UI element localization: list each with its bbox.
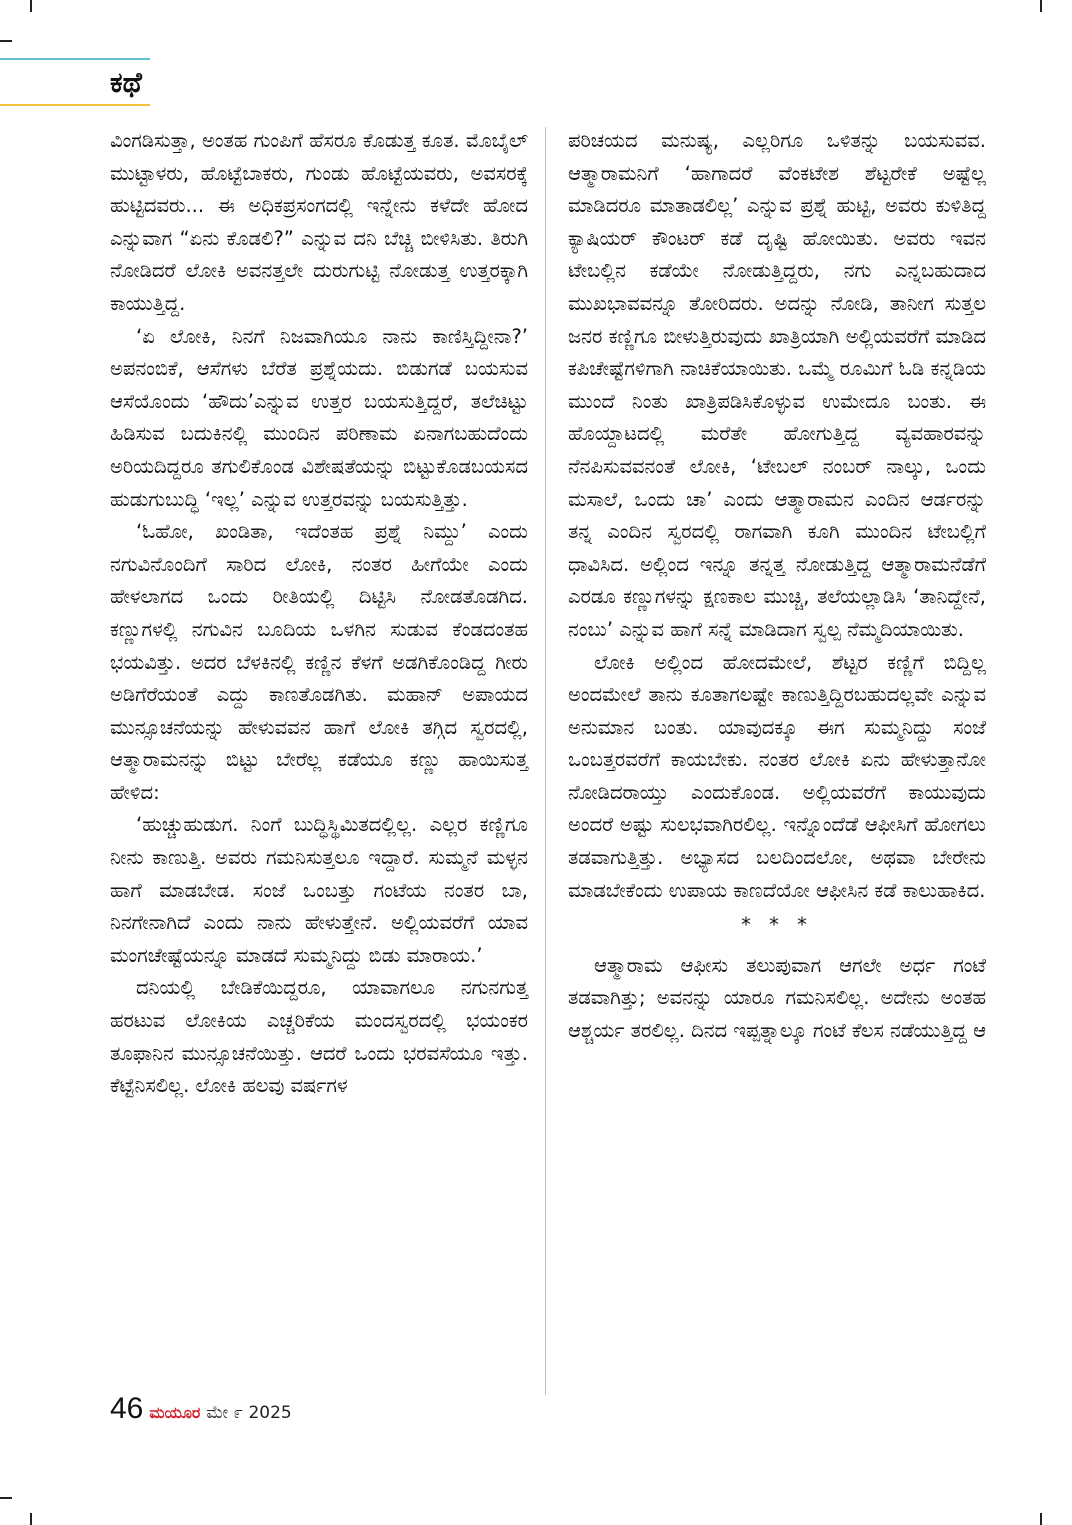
issue-date: ಮೇ ೯ 2025 xyxy=(206,1403,292,1423)
left-column xyxy=(110,125,528,1103)
magazine-logo: ಮಯೂರ xyxy=(149,1403,201,1422)
paragraph: ‘ಹುಚ್ಚುಹುಡುಗ. ನಿಂಗೆ ಬುದ್ಧಿಸ್ಥಿಮಿತದಲ್ಲಿಲ್ಲ. ಎಲ್ಲರ ಕಣ್ಣಿಗೂ ನೀನು ಕಾಣುತ್ತಿ. ಅವರು ಗಮನಿಸುತ್ತಲೂ ಇದ್ದಾರೆ. ಸುಮ್ಮನೆ ಮಳ್ಳನ ಹಾಗೆ ಮಾಡಬೇಡ. ಸಂಜೆ ಒಂಬತ್ತು ಗಂಟೆಯ ನಂತರ ಬಾ, ನಿನಗೇನಾಗಿದೆ ಎಂದು ನಾನು ಹೇಳುತ್ತೇನೆ. ಅಲ್ಲಿಯವರೆಗೆ ಯಾವ ಮಂಗಚೇಷ್ಟೆಯನ್ನೂ ಮಾಡದೆ ಸುಮ್ಮನಿದ್ದು ಬಿಡು ಮಾರಾಯ.’ xyxy=(110,813,528,967)
paragraph: ಪರಿಚಯದ ಮನುಷ್ಯ, ಎಲ್ಲರಿಗೂ ಒಳಿತನ್ನು ಬಯಸುವವ. ಆತ್ಮಾರಾಮನಿಗೆ ‘ಹಾಗಾದರೆ ವೆಂಕಟೇಶ ಶೆಟ್ಟರೇಕೆ ಅಷ್ಟೆಲ್ಲ ಮಾಡಿದರೂ ಮಾತಾಡಲಿಲ್ಲ’ ಎನ್ನುವ ಪ್ರಶ್ನೆ ಹುಟ್ಟಿ, ಅವರು ಕುಳಿತಿದ್ದ ಕ್ಯಾಷಿಯರ್ ಕೌಂಟರ್ ಕಡೆ ದೃಷ್ಟಿ ಹೋಯಿತು. ಅವರು ಇವನ ಟೇಬಲ್ಲಿನ ಕಡೆಯೇ ನೋಡುತ್ತಿದ್ದರು, ನಗು ಎನ್ನಬಹುದಾದ ಮುಖಭಾವವನ್ನೂ ತೋರಿದರು. ಅದನ್ನು ನೋಡಿ, ತಾನೀಗ ಸುತ್ತಲ ಜನರ ಕಣ್ಣಿಗೂ ಬೀಳುತ್ತಿರುವುದು ಖಾತ್ರಿಯಾಗಿ ಅಲ್ಲಿಯವರೆಗೆ ಮಾಡಿದ ಕಪಿಚೇಷ್ಟೆಗಳಿಗಾಗಿ ನಾಚಿಕೆಯಾಯಿತು. ಒಮ್ಮೆ ರೂಮಿಗೆ ಓಡಿ ಕನ್ನಡಿಯ ಮುಂದೆ ನಿಂತು ಖಾತ್ರಿಪಡಿಸಿಕೊಳ್ಳುವ ಉಮೇದೂ ಬಂತು. ಈ ಹೊಯ್ದಾಟದಲ್ಲಿ ಮರೆತೇ ಹೋಗುತ್ತಿದ್ದ ವ್ಯವಹಾರವನ್ನು ನೆನಪಿಸುವವನಂತೆ ಲೋಕಿ, ‘ಟೇಬಲ್ ನಂಬರ್ ನಾಲ್ಕು, ಒಂದು ಮಸಾಲೆ, ಒಂದು ಚಾ’ ಎಂದು ಆತ್ಮಾರಾಮನ ಎಂದಿನ ಆರ್ಡರನ್ನು ತನ್ನ ಎಂದಿನ ಸ್ವರದಲ್ಲಿ ರಾಗವಾಗಿ ಕೂಗಿ ಮುಂದಿನ ಟೇಬಲ್ಲಿಗೆ ಧಾವಿಸಿದ. ಅಲ್ಲಿಂದ ಇನ್ನೂ ತನ್ನತ್ತ ನೋಡುತ್ತಿದ್ದ ಆತ್ಮಾರಾಮನೆಡೆಗೆ ಎರಡೂ ಕಣ್ಣುಗಳನ್ನು ಕ್ಷಣಕಾಲ ಮುಚ್ಚಿ, ತಲೆಯಲ್ಲಾಡಿಸಿ ‘ತಾನಿದ್ದೇನೆ, ನಂಬು’ ಎನ್ನುವ ಹಾಗೆ ಸನ್ನೆ ಮಾಡಿದಾಗ ಸ್ವಲ್ಪ ನೆಮ್ಮದಿಯಾಯಿತು. xyxy=(568,129,986,641)
section-label: ಕಥೆ xyxy=(110,66,142,99)
paragraph: ವಿಂಗಡಿಸುತ್ತಾ, ಅಂತಹ ಗುಂಪಿಗೆ ಹೆಸರೂ ಕೊಡುತ್ತ ಕೂತ. ಮೊಬೈಲ್ ಮುಟ್ಟಾಳರು, ಹೊಟ್ಟೆಬಾಕರು, ಗುಂಡು ಹೊಟ್ಟೆಯವರು, ಅವಸರಕ್ಕೆ ಹುಟ್ಟಿದವರು... ಈ ಅಧಿಕಪ್ರಸಂಗದಲ್ಲಿ ಇನ್ನೇನು ಕಳೆದೇ ಹೋದ ಎನ್ನುವಾಗ “ಏನು ಕೊಡಲಿ?” ಎನ್ನುವ ದನಿ ಬೆಚ್ಚಿ ಬೀಳಿಸಿತು. ತಿರುಗಿ ನೋಡಿದರೆ ಲೋಕಿ ಅವನತ್ತಲೇ ದುರುಗುಟ್ಟಿ ನೋಡುತ್ತ ಉತ್ತರಕ್ಕಾಗಿ ಕಾಯುತ್ತಿದ್ದ. xyxy=(110,129,528,315)
crop-mark xyxy=(1040,1513,1042,1525)
paragraph: ಲೋಕಿ ಅಲ್ಲಿಂದ ಹೋದಮೇಲೆ, ಶೆಟ್ಟರ ಕಣ್ಣಿಗೆ ಬಿದ್ದಿಲ್ಲ ಅಂದಮೇಲೆ ತಾನು ಕೂತಾಗಲಷ್ಟೇ ಕಾಣುತ್ತಿದ್ದಿರಬಹುದಲ್ಲವೇ ಎನ್ನುವ ಅನುಮಾನ ಬಂತು. ಯಾವುದಕ್ಕೂ ಈಗ ಸುಮ್ಮನಿದ್ದು ಸಂಜೆ ಒಂಬತ್ತರವರೆಗೆ ಕಾಯಬೇಕು. ನಂತರ ಲೋಕಿ ಏನು ಹೇಳುತ್ತಾನೋ ನೋಡಿದರಾಯ್ತು ಎಂದುಕೊಂಡ. ಅಲ್ಲಿಯವರೆಗೆ ಕಾಯುವುದು ಅಂದರೆ ಅಷ್ಟು ಸುಲಭವಾಗಿರಲಿಲ್ಲ. ಇನ್ನೊಂದೆಡೆ ಆಫೀಸಿಗೆ ಹೋಗಲು ತಡವಾಗುತ್ತಿತ್ತು. ಅಭ್ಯಾಸದ ಬಲದಿಂದಲೋ, ಅಥವಾ ಬೇರೇನು ಮಾಡಬೇಕೆಂದು ಉಪಾಯ ಕಾಣದೆಯೋ ಆಫೀಸಿನ ಕಡೆ ಕಾಲುಹಾಕಿದ. xyxy=(568,650,986,902)
paragraph: ಆತ್ಮಾರಾಮ ಆಫೀಸು ತಲುಪುವಾಗ ಆಗಲೇ ಅರ್ಧ ಗಂಟೆ ತಡವಾಗಿತ್ತು; ಅವನನ್ನು ಯಾರೂ ಗಮನಿಸಲಿಲ್ಲ. ಅದೇನು ಅಂತಹ ಆಶ್ಚರ್ಯ ತರಲಿಲ್ಲ. ದಿನದ ಇಪ್ಪತ್ನಾಲ್ಕೂ ಗಂಟೆ ಕೆಲಸ ನಡೆಯುತ್ತಿದ್ದ ಆ xyxy=(568,953,986,1043)
crop-mark xyxy=(0,1497,12,1499)
paragraph: ‘ಓಹೋ, ಖಂಡಿತಾ, ಇದೆಂತಹ ಪ್ರಶ್ನೆ ನಿಮ್ದು’ ಎಂದು ನಗುವಿನೊಂದಿಗೆ ಸಾರಿದ ಲೋಕಿ, ನಂತರ ಹೀಗೆಯೇ ಎಂದು ಹೇಳಲಾಗದ ಒಂದು ರೀತಿಯಲ್ಲಿ ದಿಟ್ಟಿಸಿ ನೋಡತೊಡಗಿದ. ಕಣ್ಣುಗಳಲ್ಲಿ ನಗುವಿನ ಬೂದಿಯ ಒಳಗಿನ ಸುಡುವ ಕೆಂಡದಂತಹ ಭಯವಿತ್ತು. ಅದರ ಬೆಳಕಿನಲ್ಲಿ ಕಣ್ಣಿನ ಕೆಳಗೆ ಅಡಗಿಕೊಂಡಿದ್ದ ಗೀರು ಅಡಿಗೆರೆಯಂತೆ ಎದ್ದು ಕಾಣತೊಡಗಿತು. ಮಹಾನ್ ಅಪಾಯದ ಮುನ್ಸೂಚನೆಯನ್ನು ಹೇಳುವವನ ಹಾಗೆ ಲೋಕಿ ತಗ್ಗಿದ ಸ್ವರದಲ್ಲಿ, ಆತ್ಮಾರಾಮನನ್ನು ಬಿಟ್ಟು ಬೇರೆಲ್ಲ ಕಡೆಯೂ ಕಣ್ಣು ಹಾಯಿಸುತ್ತ ಹೇಳಿದ: xyxy=(110,520,528,804)
page-number: 46 xyxy=(110,1392,144,1425)
header-rule-bottom xyxy=(0,104,150,106)
section-separator: * * * xyxy=(741,913,813,937)
column-divider xyxy=(545,127,546,1395)
crop-mark xyxy=(30,0,32,12)
page-footer xyxy=(110,1392,292,1432)
paragraph: ‘ಏ ಲೋಕಿ, ನಿನಗೆ ನಿಜವಾಗಿಯೂ ನಾನು ಕಾಣಿಸ್ತಿದ್ದೀನಾ?’ ಅಪನಂಬಿಕೆ, ಆಸೆಗಳು ಬೆರೆತ ಪ್ರಶ್ನೆಯದು. ಬಿಡುಗಡೆ ಬಯಸುವ ಆಸೆಯೊಂದು ‘ಹೌದು’ಎನ್ನುವ ಉತ್ತರ ಬಯಸುತ್ತಿದ್ದರೆ, ತಲೆಚಿಟ್ಟು ಹಿಡಿಸುವ ಬದುಕಿನಲ್ಲಿ ಮುಂದಿನ ಪರಿಣಾಮ ಏನಾಗಬಹುದೆಂದು ಅರಿಯದಿದ್ದರೂ ತಗುಲಿಕೊಂಡ ವಿಶೇಷತೆಯನ್ನು ಬಿಟ್ಟುಕೊಡಬಯಸದ ಹುಡುಗುಬುದ್ಧಿ ‘ಇಲ್ಲ’ ಎನ್ನುವ ಉತ್ತರವನ್ನು ಬಯಸುತ್ತಿತ್ತು. xyxy=(110,324,528,511)
paragraph: ದನಿಯಲ್ಲಿ ಬೇಡಿಕೆಯಿದ್ದರೂ, ಯಾವಾಗಲೂ ನಗುನಗುತ್ತ ಹರಟುವ ಲೋಕಿಯ ಎಚ್ಚರಿಕೆಯ ಮಂದಸ್ವರದಲ್ಲಿ ಭಯಂಕರ ತೂಫಾನಿನ ಮುನ್ಸೂಚನೆಯಿತ್ತು. ಆದರೆ ಒಂದು ಭರವಸೆಯೂ ಇತ್ತು. ಕೆಟ್ಟೆನಿಸಲಿಲ್ಲ. ಲೋಕಿ ಹಲವು ವರ್ಷಗಳ xyxy=(110,976,528,1098)
crop-mark xyxy=(30,1513,32,1525)
crop-mark xyxy=(0,40,12,42)
crop-mark xyxy=(1040,0,1042,12)
header-rule-top xyxy=(0,58,150,60)
right-column xyxy=(568,125,986,1048)
